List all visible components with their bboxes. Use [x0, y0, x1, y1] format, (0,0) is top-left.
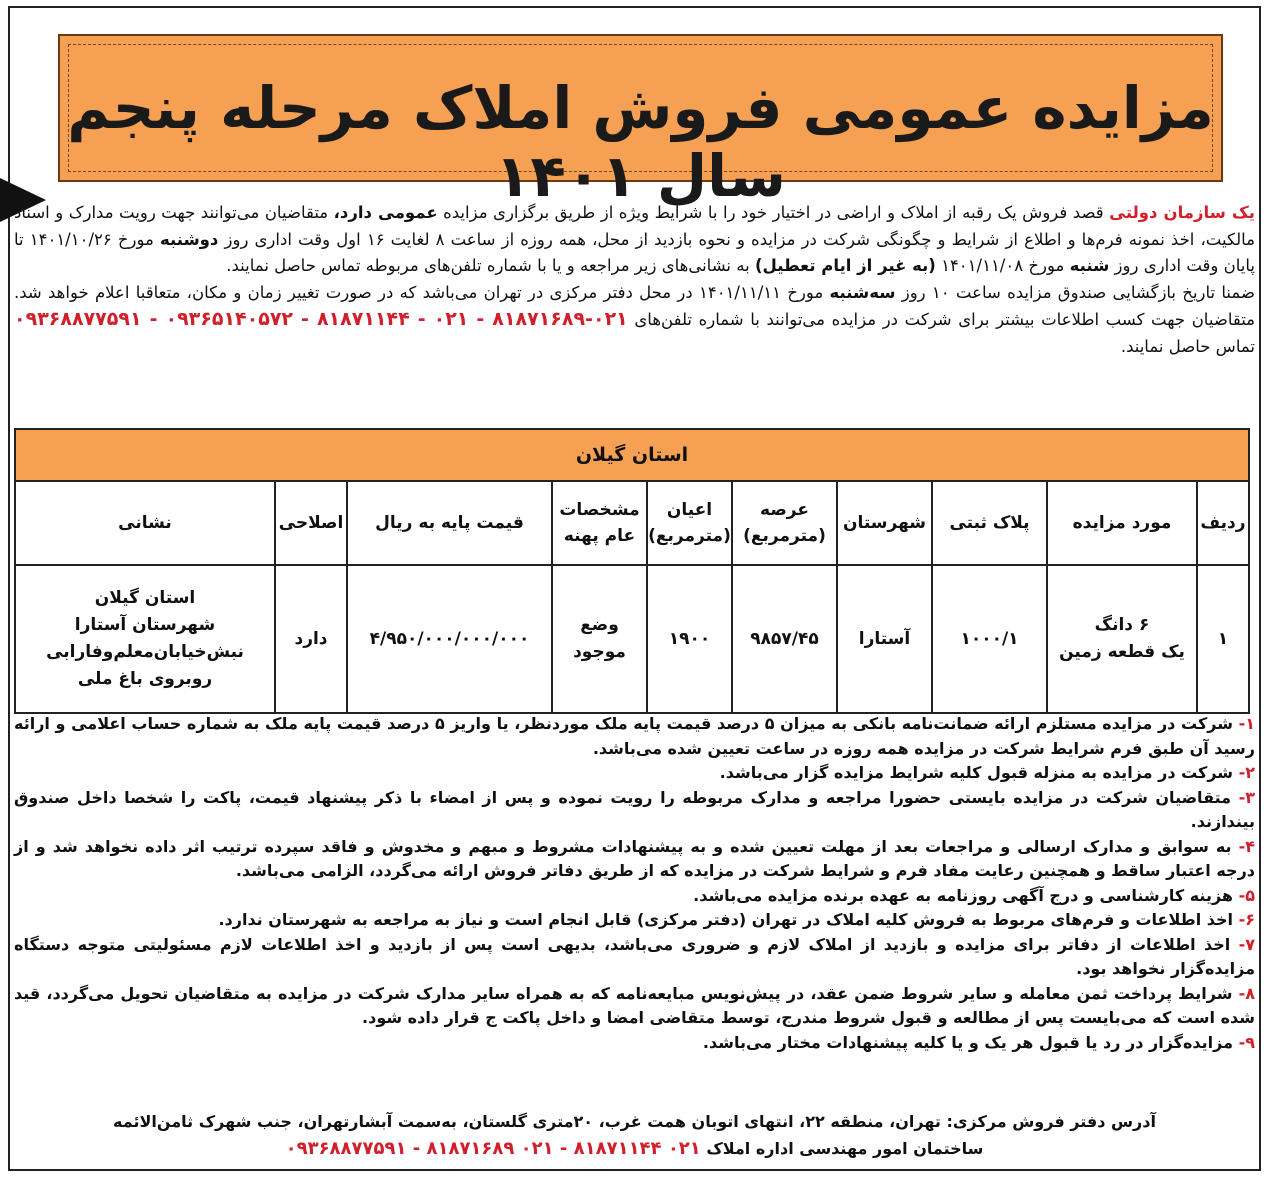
term-item: [14, 884, 1255, 909]
term-text: هزینه کارشناسی و درج آگهی روزنامه به عهده برنده مزایده می‌باشد.: [693, 885, 1239, 905]
term-item: [14, 982, 1255, 1031]
intro-text-f: به نشانی‌های زیر مراجعه و یا با شماره تلفن‌های مربوطه تماس حاصل نمایند.: [226, 256, 755, 275]
term-number: ۷-: [1238, 934, 1255, 954]
term-text: شرکت در مزایده به منزله قبول کلیه شرایط مزایده گزار می‌باشد.: [719, 763, 1239, 782]
cell-specs-line-2: موجود: [573, 642, 626, 662]
term-number: ۵-: [1238, 885, 1255, 905]
intro-text-g: ضمنا تاریخ بازگشایی صندوق مزایده ساعت ۱۰ روز: [895, 282, 1255, 302]
header-price: قیمت پایه به ریال: [347, 481, 552, 565]
cell-address: [15, 565, 275, 713]
title-banner: [58, 34, 1223, 210]
footer-building: ساختمان امور مهندسی اداره املاک: [700, 1139, 984, 1158]
header-row-number: ردیف: [1197, 481, 1249, 565]
intro-text: [14, 200, 1255, 360]
intro-day-1: دوشنبه: [159, 229, 219, 249]
header-plaque: پلاک ثبتی: [932, 481, 1047, 565]
term-number: ۸-: [1238, 983, 1255, 1003]
header-address: نشانی: [15, 481, 275, 565]
term-text: شرکت در مزایده مستلزم ارائه ضمانت‌نامه بانکی به میزان ۵ درصد قیمت پایه ملک موردنظر، یا واریز ۵ درصد قیمت پایه ملک به شماره حساب اعلامی و ارائه رسید آن طبق فرم شرایط شرکت در مزایده همه روزه در ساعت تعیین شده می‌باشد.: [14, 714, 1255, 758]
banner-title: مزایده عمومی فروش املاک مرحله پنجم سال ۱۴۰۱: [67, 74, 1214, 210]
cell-row-number: ۱: [1197, 565, 1249, 713]
cell-item-line-2: یک قطعه زمین: [1059, 642, 1185, 662]
cell-amendment: دارد: [275, 565, 347, 713]
table-row: [15, 565, 1249, 713]
term-text: به سوابق و مدارک ارسالی و مراجعات بعد از مهلت تعیین شده و به پیشنهادات مشروط و مبهم و مخدوش و فاقد سپرده ترتیب اثر داده نخواهد شد و از درجه اعتبار ساقط و همچنین رعایت مفاد فرم و شرایط شرکت در مزایده که از طریق دفاتر فروش ارائه می‌گردد، الزامی می‌باشد.: [14, 836, 1255, 880]
term-text: اخذ اطلاعات از دفاتر برای مزایده و بازدید از املاک لازم و ضروری می‌باشد، بدیهی است پس از بازدید و اخذ اطلاعات لازم مسئولیتی متوجه دستگاه مزایده‌گزار نخواهد بود.: [14, 934, 1255, 978]
footer-address: [14, 1108, 1255, 1162]
term-item: [14, 1031, 1255, 1056]
term-number: ۳-: [1238, 787, 1255, 807]
cell-item-line-1: ۶ دانگ: [1094, 615, 1150, 635]
intro-phones: ۰۲۱-۸۱۸۷۱۶۸۹ - ۰۲۱ - ۸۱۸۷۱۱۴۴ - ۰۹۳۶۵۱۴۰۵۷۲ - ۰۹۳۶۸۸۷۷۵۹۱: [14, 308, 628, 330]
cell-price: ۴/۹۵۰/۰۰۰/۰۰۰/۰۰۰: [347, 565, 552, 713]
term-number: ۶-: [1238, 910, 1255, 929]
header-item: مورد مزایده: [1047, 481, 1197, 565]
intro-day-3: سه‌شنبه: [829, 282, 896, 302]
cell-address-line-2: شهرستان آستارا: [74, 615, 216, 635]
cell-address-line-1: استان گیلان: [94, 588, 196, 608]
term-item: [14, 786, 1255, 835]
intro-paragraph-2: [14, 280, 1255, 361]
footer-phones: ۰۲۱ ۸۱۸۷۱۱۴۴ - ۰۲۱ ۸۱۸۷۱۶۸۹ - ۰۹۳۶۸۸۷۷۵۹۱: [285, 1138, 701, 1159]
intro-holiday: (به غیر از ایام تعطیل): [754, 256, 936, 275]
intro-text-h: مورخ ۱۴۰۱/۱۱/۱۱ در محل دفتر مرکزی در تهران می‌باشد که در صورت تغییر زمان و مکان، متعاقبا اعلام خواهد شد. متقاضیان جهت کسب اطلاعات بیشتر برای شرکت در مزایده می‌توانند با شماره تلفن‌های: [14, 282, 1256, 329]
cell-plaque: ۱۰۰۰/۱: [932, 565, 1047, 713]
term-text: اخذ اطلاعات و فرم‌های مربوط به فروش کلیه املاک در تهران (دفتر مرکزی) قابل انجام است و نیاز به مراجعه به شهرستان ندارد.: [218, 910, 1239, 929]
organization-name: یک سازمان دولتی: [1109, 203, 1255, 222]
intro-text-i: تماس حاصل نمایند.: [1120, 336, 1255, 356]
table-header-row: [15, 481, 1249, 565]
cell-area-building: ۱۹۰۰: [647, 565, 732, 713]
intro-paragraph-1: [14, 200, 1255, 280]
footer-building-line: [14, 1135, 1255, 1162]
footer-address-line: آدرس دفتر فروش مرکزی: تهران، منطقه ۲۲، انتهای اتوبان همت غرب، ۲۰متری گلستان، به‌سمت آبشارتهران، جنب شهرک ثامن‌الائمه: [113, 1112, 1156, 1131]
term-item: [14, 908, 1255, 933]
intro-text-b: عمومی دارد،: [333, 203, 438, 222]
cell-address-line-4: روبروی باغ ملی: [77, 669, 213, 689]
term-item: [14, 933, 1255, 982]
term-text: مزایده‌گزار در رد یا قبول هر یک و یا کلیه پیشنهادات مختار می‌باشد.: [702, 1032, 1239, 1052]
term-number: ۹-: [1238, 1032, 1255, 1052]
header-specs: مشخصات عام پهنه: [552, 481, 647, 565]
terms-list: [14, 712, 1255, 1055]
cell-city: آستارا: [837, 565, 932, 713]
intro-day-2: شنبه: [1069, 256, 1110, 275]
header-area-land: عرصه (مترمربع): [732, 481, 837, 565]
cell-specs: [552, 565, 647, 713]
cell-item: [1047, 565, 1197, 713]
header-area-building: اعیان (مترمربع): [647, 481, 732, 565]
intro-text-e: مورخ ۱۴۰۱/۱۱/۰۸: [935, 256, 1070, 275]
term-number: ۲-: [1238, 763, 1255, 782]
cell-specs-line-1: وضع: [580, 615, 619, 635]
term-item: [14, 712, 1255, 761]
cell-area-land: ۹۸۵۷/۴۵: [732, 565, 837, 713]
term-number: ۱-: [1238, 714, 1255, 733]
term-text: شرایط پرداخت ثمن معامله و سایر شروط ضمن عقد، در پیش‌نویس مبایعه‌نامه که به همراه سایر مدارک شرکت در مزایده به متقاضیان تحویل می‌گردد، قید شده است که می‌بایست پس از مطالعه و قبول شروط مندرج، توسط متقاضی امضا و داخل پاکت ج قرار داده شود.: [14, 983, 1255, 1027]
header-amendment: اصلاحی: [275, 481, 347, 565]
intro-text-a: قصد فروش یک رقبه از املاک و اراضی در اختیار خود را با شرایط ویژه از طریق برگزاری مزایده: [437, 203, 1110, 222]
province-header: استان گیلان: [15, 429, 1249, 481]
cell-address-line-3: نبش‌خیابان‌معلم‌وفارابی: [46, 642, 244, 662]
auction-table: [14, 428, 1250, 714]
header-city: شهرستان: [837, 481, 932, 565]
term-number: ۴-: [1238, 836, 1255, 856]
term-text: متقاضیان شرکت در مزایده بایستی حضورا مراجعه و مدارک مربوطه را رویت نموده و پس از امضاء با ذکر پیشنهاد قیمت، پاکت را شخصا داخل صندوق بیندازند.: [14, 787, 1255, 831]
term-item: [14, 835, 1255, 884]
intro-text-c: متقاضیان می‌توانند جهت رویت مدارک و اسناد مالکیت، اخذ نمونه فرم‌ها و اطلاع از شرایط و چگونگی شرکت در مزایده و نحوه بازدید از محل، همه روزه از ساعت ۸ لغایت ۱۶ اول وقت اداری روز: [14, 203, 1255, 249]
intro-text-d: مورخ ۱۴۰۱/۱۰/۲۶ تا پایان وقت اداری روز: [14, 229, 1255, 275]
term-item: [14, 761, 1255, 786]
